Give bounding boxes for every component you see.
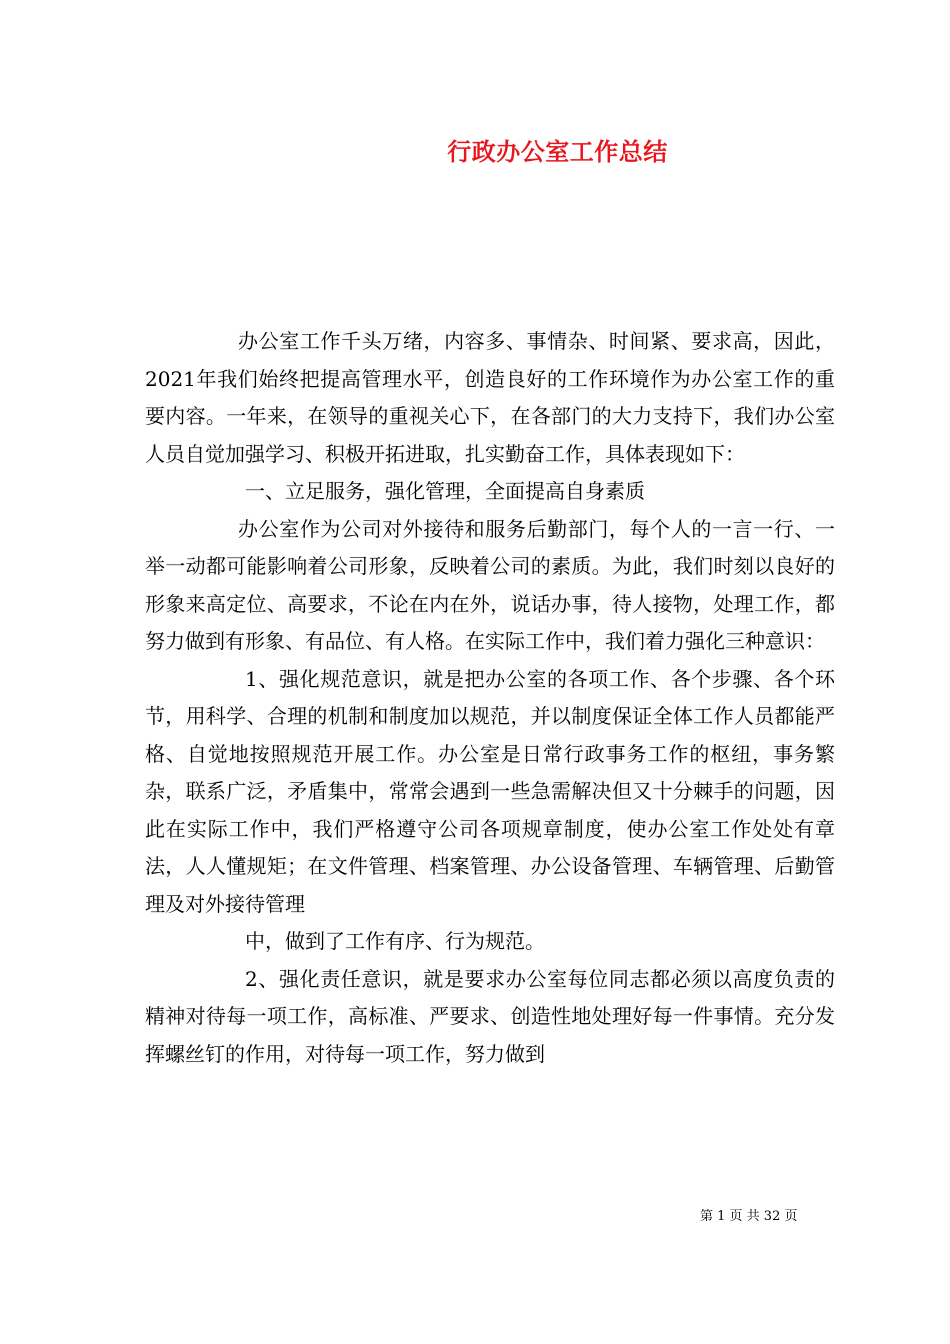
paragraph-intro: 办公室工作千头万绪，内容多、事情杂、时间紧、要求高，因此，2021年我们始终把提高管理水平，创造良好的工作环境作为办公室工作的重要内容。一年来，在领导的重视关心下，在各部门的大力支持下，我们办公室人员自觉加强学习、积极开拓进取，扎实勤奋工作，具体表现如下： [145,329,835,466]
paragraph-service: 办公室作为公司对外接待和服务后勤部门，每个人的一言一行、一举一动都可能影响着公司形象，反映着公司的素质。为此，我们时刻以良好的形象来高定位、高要求，不论在内在外，说话办事，待人接物，处理工作，都努力做到有形象、有品位、有人格。在实际工作中，我们着力强化三种意识： [145,516,835,653]
section-heading-1: 一、立足服务，强化管理，全面提高自身素质 [245,479,645,503]
paragraph-norms-continued: 中，做到了工作有序、行为规范。 [245,929,545,953]
page-number: 第 1 页 共 32 页 [700,1209,798,1224]
document-body [145,323,835,1073]
paragraph-responsibility: 2、强化责任意识，就是要求办公室每位同志都必须以高度负责的精神对待每一项工作，高标准、严要求、创造性地处理好每一件事情。充分发挥螺丝钉的作用，对待每一项工作，努力做到 [145,966,835,1066]
document-title: 行政办公室工作总结 [447,137,668,166]
paragraph-norms: 1、强化规范意识，就是把办公室的各项工作、各个步骤、各个环节，用科学、合理的机制和制度加以规范，并以制度保证全体工作人员都能严格、自觉地按照规范开展工作。办公室是日常行政事务工作的枢纽，事务繁杂，联系广泛，矛盾集中，常常会遇到一些急需解决但又十分棘手的问题，因此在实际工作中，我们严格遵守公司各项规章制度，使办公室工作处处有章法，人人懂规矩；在文件管理、档案管理、办公设备管理、车辆管理、后勤管理及对外接待管理 [145,666,835,916]
